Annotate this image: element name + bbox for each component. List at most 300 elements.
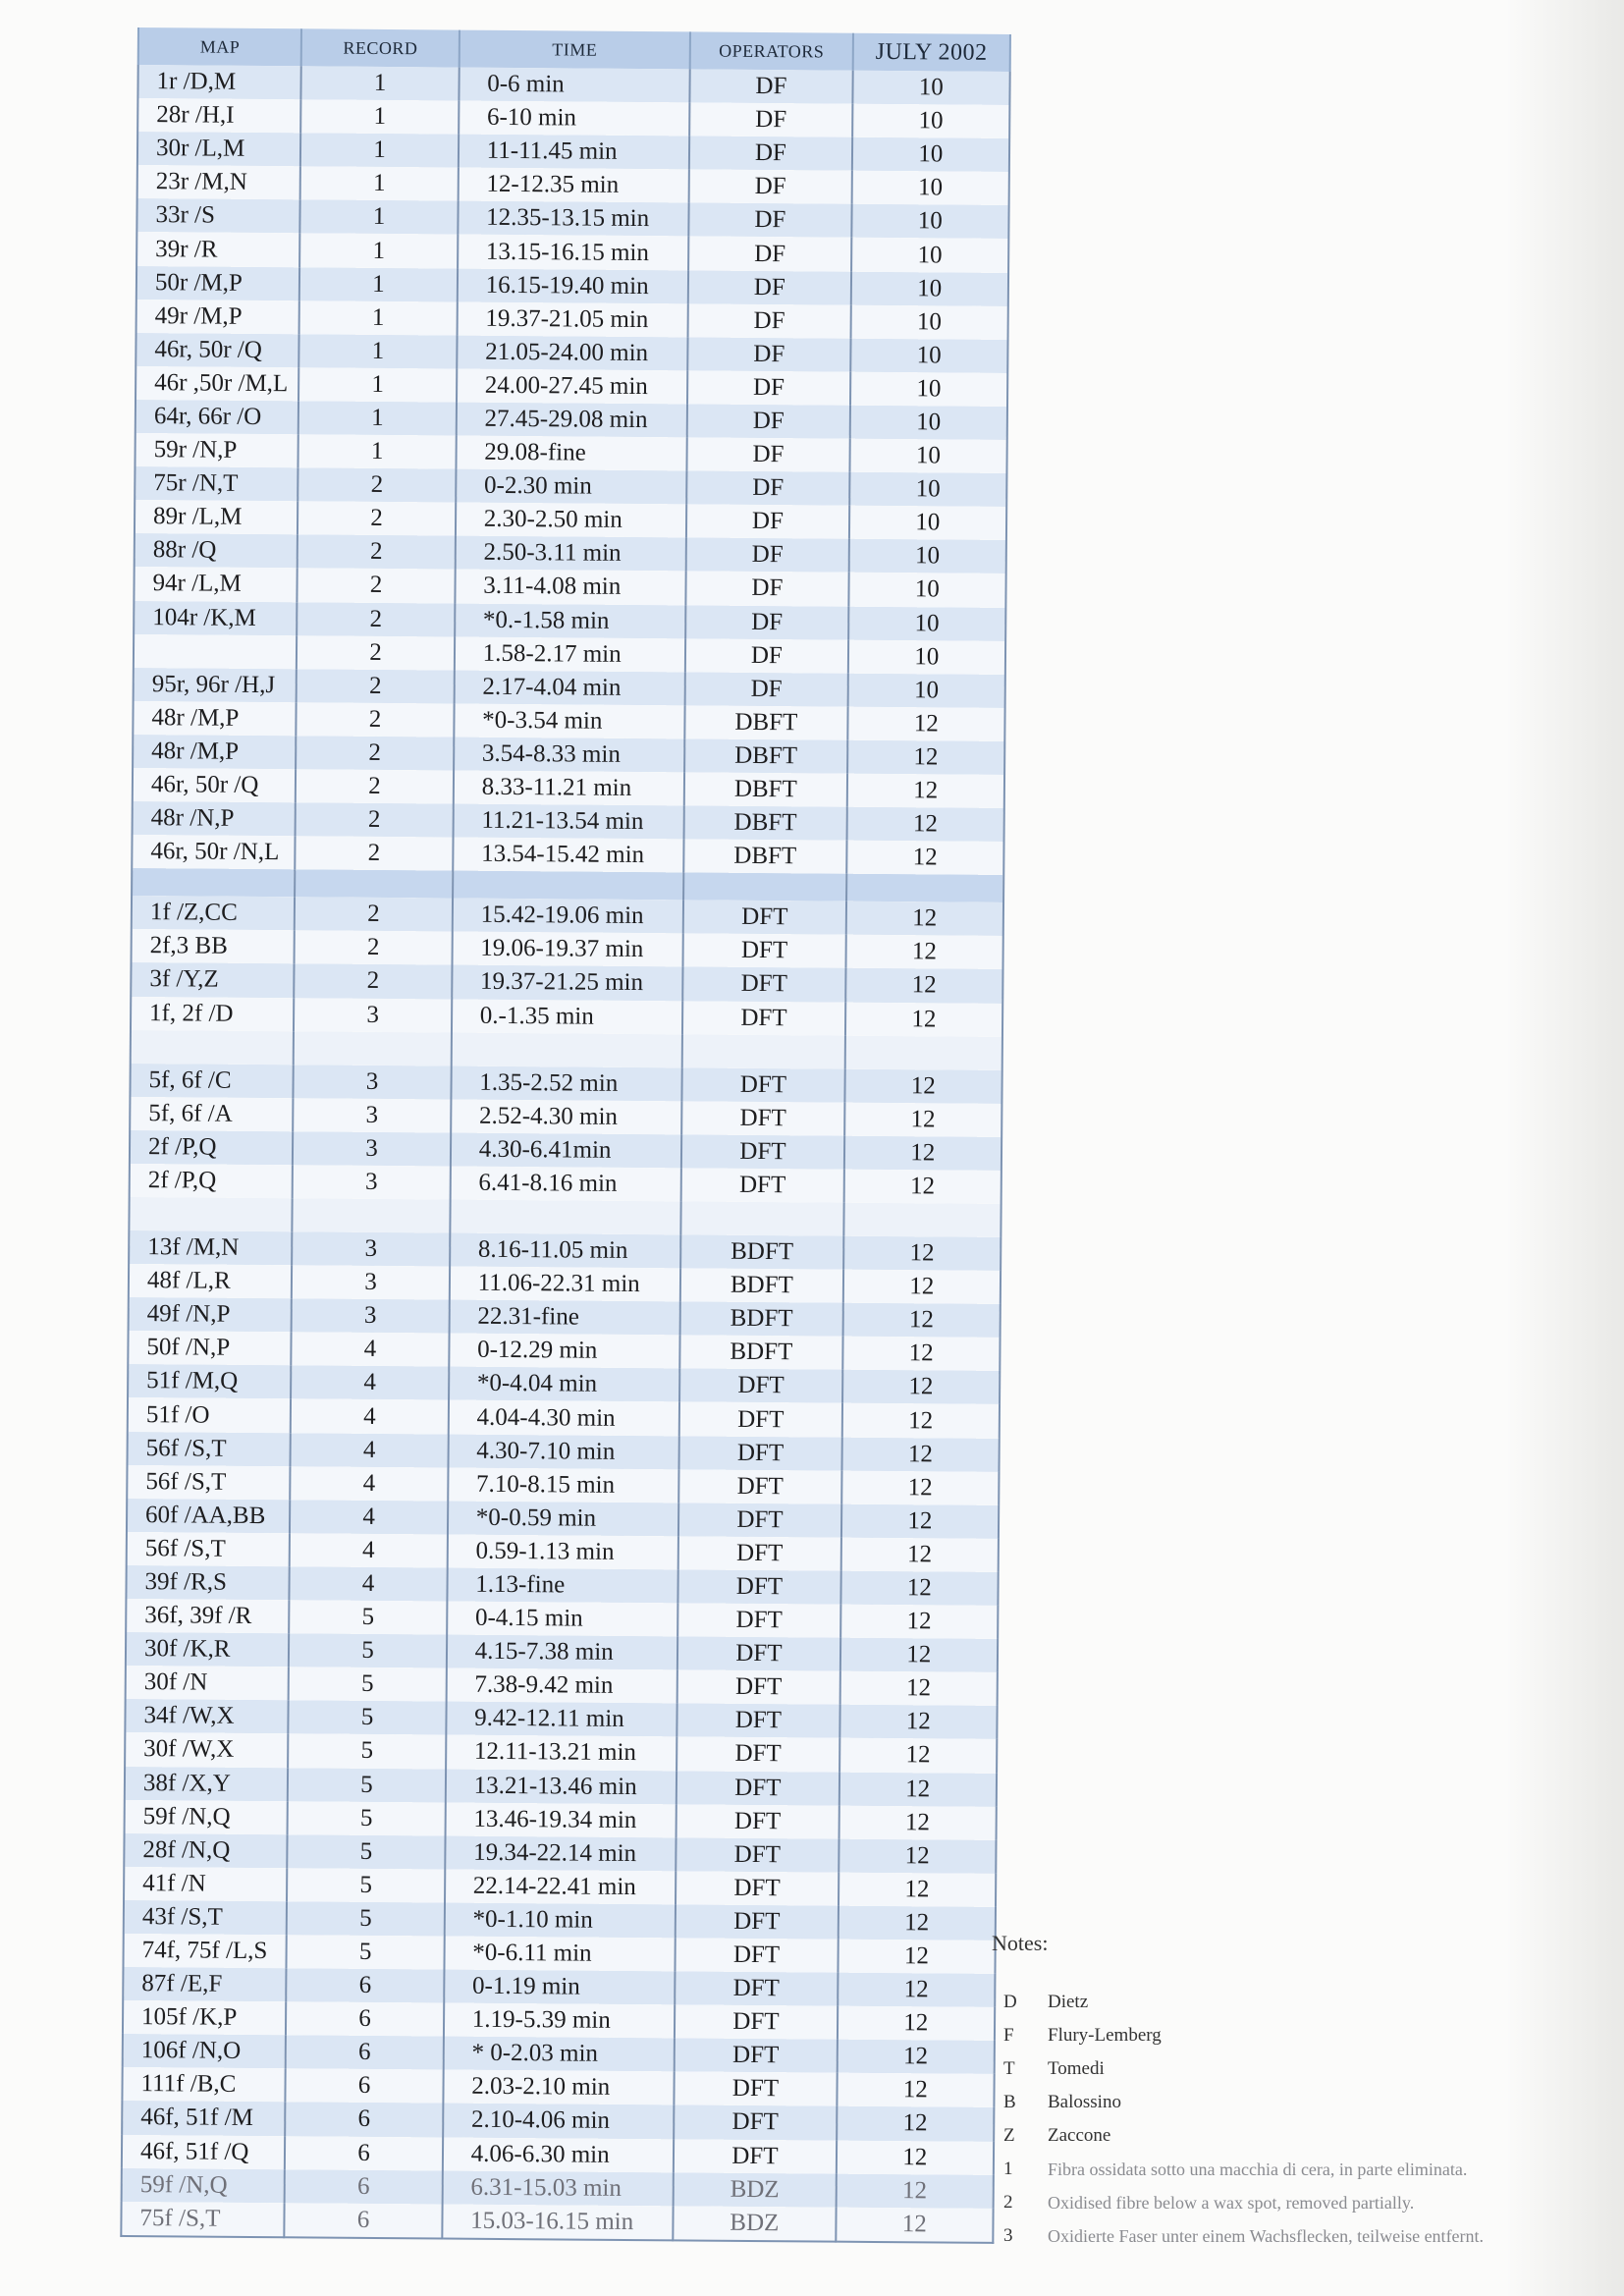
cell-record: 5: [287, 1901, 445, 1936]
cell-time: 12.11-13.21 min: [446, 1735, 677, 1771]
cell-time: 7.10-8.15 min: [448, 1467, 679, 1503]
cell-operators: DFT: [676, 1871, 839, 1905]
cell-time: 4.15-7.38 min: [447, 1635, 678, 1670]
cell-time: *0-6.11 min: [444, 1936, 676, 1971]
cell-july: 12: [836, 2207, 994, 2242]
cell-record: 4: [290, 1500, 448, 1534]
header-time: TIME: [459, 30, 690, 70]
cell-map: 28r /H,I: [137, 98, 301, 133]
cell-map: 2f /P,Q: [130, 1164, 294, 1198]
cell-time: 15.42-19.06 min: [452, 899, 683, 934]
cell-map: [134, 634, 298, 669]
table-row: [135, 366, 1007, 407]
cell-time: 0.59-1.13 min: [447, 1534, 678, 1569]
cell-july: 10: [849, 406, 1007, 440]
note-key: T: [1003, 2058, 1015, 2079]
cell-operators: DF: [687, 437, 850, 471]
cell-time: 2.30-2.50 min: [456, 503, 687, 538]
cell-operators: DFT: [681, 1101, 844, 1135]
cell-july: 10: [850, 304, 1008, 339]
cell-operators: DFT: [681, 1134, 844, 1169]
cell-operators: DFT: [679, 1436, 842, 1470]
cell-time: 8.16-11.05 min: [450, 1233, 681, 1269]
note-key: Z: [1003, 2125, 1015, 2146]
cell-july: 12: [846, 774, 1004, 808]
cell-operators: DFT: [674, 2139, 837, 2173]
cell-operators: DF: [686, 538, 849, 573]
cell-time: 0-6 min: [459, 68, 690, 103]
cell-record: 4: [291, 1433, 449, 1467]
cell-july: 12: [842, 1370, 1001, 1404]
cell-record: 1: [298, 367, 457, 402]
cell-operators: DFT: [682, 967, 845, 1002]
cell-time: 27.45-29.08 min: [456, 402, 687, 437]
cell-record: [295, 870, 453, 899]
cell-record: 5: [289, 1633, 447, 1667]
cell-time: 13.21-13.46 min: [446, 1769, 677, 1804]
cell-july: 12: [839, 1738, 998, 1773]
cell-operators: DFT: [677, 1837, 839, 1872]
cell-map: 34f /W,X: [125, 1699, 289, 1733]
cell-record: 2: [297, 669, 455, 703]
note-item: [992, 2219, 1542, 2253]
cell-operators: DFT: [676, 1904, 839, 1939]
note-value: Balossino: [1048, 2092, 1121, 2112]
cell-map: 2f /P,Q: [130, 1130, 294, 1165]
cell-map: 49r /M,P: [136, 300, 300, 334]
cell-time: * 0-2.03 min: [443, 2037, 675, 2072]
cell-record: 1: [298, 434, 457, 468]
cell-july: 12: [838, 1940, 996, 1974]
cell-operators: DF: [685, 605, 848, 639]
cell-record: 5: [288, 1734, 446, 1769]
cell-time: [453, 871, 684, 901]
cell-map: [129, 1197, 293, 1231]
cell-july: 10: [847, 673, 1005, 707]
cell-time: 8.33-11.21 min: [454, 771, 685, 806]
cell-record: 4: [290, 1566, 448, 1601]
cell-time: 3.11-4.08 min: [455, 570, 686, 605]
cell-operators: DBFT: [684, 772, 847, 806]
cell-july: 12: [846, 841, 1004, 875]
cell-time: 13.46-19.34 min: [445, 1802, 677, 1837]
cell-map: 50f /N,P: [128, 1331, 292, 1365]
cell-map: 51f /M,Q: [128, 1364, 292, 1398]
cell-july: 12: [845, 902, 1003, 936]
cell-operators: BDFT: [680, 1268, 843, 1302]
cell-july: 10: [850, 372, 1008, 407]
cell-july: 12: [839, 1805, 997, 1839]
notes-title: Notes:: [992, 1931, 1049, 1955]
cell-operators: [682, 1034, 845, 1068]
table-row: [134, 668, 1005, 708]
cell-operators: BDFT: [680, 1234, 843, 1269]
cell-time: 4.04-4.30 min: [448, 1400, 679, 1436]
cell-map: 39f /R,S: [126, 1565, 290, 1600]
cell-operators: DFT: [682, 1067, 845, 1102]
cell-july: 12: [839, 1838, 997, 1873]
cell-record: 5: [288, 1801, 446, 1835]
cell-time: 19.06-19.37 min: [452, 932, 683, 967]
cell-time: 11-11.45 min: [459, 135, 690, 170]
note-item: [992, 2119, 1542, 2153]
cell-time: 4.30-6.41min: [451, 1132, 682, 1168]
cell-time: 6.31-15.03 min: [442, 2170, 674, 2206]
cell-map: 95r, 96r /H,J: [134, 668, 298, 702]
cell-july: 12: [837, 2073, 995, 2107]
cell-july: 12: [841, 1470, 1000, 1504]
notes-list: [992, 1986, 1542, 2253]
cell-time: 24.00-27.45 min: [457, 368, 688, 404]
recording-table: [120, 27, 1011, 2244]
note-key: 3: [1003, 2225, 1013, 2246]
cell-record: 2: [298, 602, 456, 636]
cell-map: 94r /L,M: [134, 567, 298, 601]
cell-july: [846, 874, 1004, 902]
cell-record: 2: [297, 635, 455, 670]
cell-map: 1f, 2f /D: [131, 997, 295, 1031]
cell-operators: DFT: [678, 1503, 841, 1537]
cell-map: 46r, 50r /Q: [135, 333, 299, 367]
cell-operators: DBFT: [685, 705, 848, 739]
cell-record: 2: [296, 736, 454, 770]
cell-map: 56f /S,T: [127, 1465, 291, 1500]
cell-july: 10: [848, 606, 1006, 640]
cell-map: 59f /N,Q: [122, 2168, 286, 2203]
cell-time: 12-12.35 min: [458, 168, 689, 203]
cell-record: 2: [298, 467, 457, 502]
cell-july: 12: [844, 1068, 1002, 1103]
cell-record: 1: [301, 99, 460, 134]
cell-record: [294, 1031, 452, 1066]
cell-july: 10: [848, 539, 1006, 574]
cell-record: 4: [291, 1399, 449, 1434]
cell-july: 12: [841, 1403, 1000, 1438]
cell-july: 12: [843, 1136, 1001, 1171]
cell-time: 13.15-16.15 min: [458, 235, 689, 270]
note-value: Zaccone: [1048, 2125, 1111, 2146]
cell-map: 30f /W,X: [125, 1732, 289, 1767]
cell-record: 6: [286, 2069, 444, 2104]
cell-map: 48r /M,P: [133, 701, 297, 736]
notes-section: [992, 1931, 1542, 2253]
data-table: [120, 27, 1011, 2244]
cell-july: 10: [852, 71, 1010, 105]
cell-operators: DFT: [677, 1771, 839, 1805]
cell-time: *0-0.59 min: [448, 1501, 679, 1536]
cell-time: *0-1.10 min: [444, 1902, 676, 1938]
cell-time: 3.54-8.33 min: [454, 737, 685, 772]
cell-map: 3f /Y,Z: [131, 962, 295, 997]
cell-operators: DFT: [677, 1603, 840, 1637]
cell-time: [451, 1032, 682, 1067]
cell-time: 2.03-2.10 min: [443, 2070, 675, 2105]
note-item: [992, 2153, 1542, 2186]
cell-july: 10: [847, 639, 1005, 674]
cell-record: 1: [299, 234, 458, 268]
cell-operators: DFT: [678, 1536, 841, 1570]
cell-record: 6: [285, 2136, 443, 2170]
cell-july: 12: [844, 1102, 1002, 1136]
cell-july: [843, 1203, 1001, 1237]
cell-operators: DF: [686, 471, 849, 506]
cell-record: 1: [299, 334, 458, 368]
cell-july: 12: [836, 2173, 994, 2208]
cell-record: 3: [293, 1165, 451, 1199]
cell-july: 12: [845, 1002, 1003, 1036]
cell-time: 1.13-fine: [447, 1567, 678, 1603]
cell-record: 5: [288, 1768, 446, 1802]
cell-operators: DFT: [677, 1636, 840, 1670]
cell-operators: DFT: [676, 1938, 839, 1972]
note-item: [992, 2052, 1542, 2086]
cell-operators: DFT: [675, 2072, 838, 2106]
cell-record: 1: [299, 301, 458, 335]
cell-operators: [681, 1201, 844, 1235]
cell-july: 10: [849, 506, 1007, 540]
cell-map: 36f, 39f /R: [126, 1599, 290, 1633]
cell-operators: DFT: [683, 901, 846, 935]
cell-record: 2: [296, 769, 454, 803]
cell-map: 5f, 6f /A: [130, 1097, 294, 1131]
header-map: MAP: [138, 27, 302, 66]
cell-july: 12: [847, 740, 1005, 775]
cell-record: 3: [292, 1298, 450, 1333]
header-july-2002: JULY 2002: [852, 33, 1010, 72]
cell-july: 12: [839, 1872, 997, 1906]
cell-map: 48r /M,P: [133, 735, 297, 769]
cell-record: 5: [290, 1600, 448, 1634]
cell-july: 12: [838, 2006, 996, 2041]
cell-map: 89r /L,M: [135, 500, 298, 534]
cell-map: 104r /K,M: [134, 600, 298, 634]
cell-time: 21.05-24.00 min: [457, 335, 688, 370]
cell-time: *0.-1.58 min: [455, 603, 686, 638]
cell-july: 12: [846, 807, 1004, 842]
cell-map: 46f, 51f /M: [122, 2101, 286, 2135]
table-row: [127, 1499, 999, 1539]
cell-map: 75r /N,T: [135, 466, 298, 501]
note-value: Tomedi: [1048, 2058, 1105, 2079]
cell-operators: DF: [688, 337, 851, 371]
cell-operators: DFT: [675, 2039, 838, 2073]
cell-record: 4: [291, 1366, 449, 1400]
note-value: Fibra ossidata sotto una macchia di cera, in parte eliminata.: [1048, 2159, 1468, 2179]
cell-map: 56f /S,T: [127, 1532, 291, 1566]
cell-operators: DF: [687, 404, 850, 438]
cell-map: 39r /R: [136, 232, 300, 266]
cell-map: 28f /N,Q: [124, 1833, 288, 1868]
cell-record: 6: [285, 2169, 443, 2204]
cell-map: 30f /K,R: [126, 1632, 290, 1667]
cell-record: 1: [301, 66, 460, 100]
cell-operators: DF: [685, 638, 848, 673]
cell-time: 1.19-5.39 min: [444, 2003, 676, 2039]
cell-time: 2.52-4.30 min: [451, 1099, 682, 1134]
cell-operators: BDZ: [674, 2172, 837, 2207]
cell-map: 75f /S,T: [121, 2202, 285, 2237]
cell-time: [450, 1200, 681, 1235]
note-value: Flury-Lemberg: [1048, 2025, 1162, 2046]
cell-map: 48f /L,R: [129, 1264, 293, 1298]
cell-time: 29.08-fine: [456, 436, 687, 471]
cell-operators: BDFT: [680, 1302, 843, 1337]
cell-july: 10: [851, 137, 1009, 172]
cell-operators: DFT: [681, 1168, 844, 1202]
cell-time: 2.17-4.04 min: [454, 670, 685, 705]
cell-map: 48r /N,P: [133, 801, 297, 836]
cell-time: 1.58-2.17 min: [455, 636, 686, 672]
note-value: Oxidierte Faser unter einem Wachsflecken, teilweise entfernt.: [1048, 2226, 1485, 2246]
cell-operators: [683, 873, 846, 902]
cell-record: 6: [286, 2001, 444, 2036]
cell-july: 12: [839, 1671, 998, 1706]
table-row: [121, 2202, 993, 2243]
cell-map: 50r /M,P: [136, 266, 300, 301]
note-value: Dietz: [1048, 1992, 1089, 2012]
cell-time: 2.10-4.06 min: [443, 2104, 675, 2139]
cell-operators: DF: [689, 137, 852, 171]
cell-time: 0-2.30 min: [456, 469, 687, 505]
cell-operators: DBFT: [683, 840, 846, 874]
cell-operators: DFT: [679, 1369, 842, 1403]
cell-july: 10: [851, 171, 1009, 205]
cell-july: 12: [842, 1303, 1001, 1338]
cell-record: 2: [296, 836, 454, 870]
cell-operators: DFT: [677, 1804, 839, 1838]
cell-operators: DF: [689, 103, 852, 137]
note-item: [992, 1986, 1542, 2019]
cell-record: 3: [292, 1231, 450, 1266]
cell-operators: DF: [688, 270, 851, 304]
cell-record: 1: [298, 401, 457, 435]
cell-map: 51f /O: [128, 1397, 292, 1432]
cell-map: 1r /D,M: [137, 65, 301, 99]
cell-july: 12: [839, 1638, 998, 1672]
cell-time: *0-4.04 min: [449, 1367, 680, 1402]
cell-map: [131, 1030, 295, 1065]
cell-july: 12: [839, 1772, 997, 1806]
cell-operators: DFT: [677, 1704, 840, 1738]
note-key: F: [1003, 2025, 1014, 2046]
cell-map: 56f /S,T: [128, 1432, 292, 1466]
cell-map: 59f /N,Q: [125, 1800, 289, 1834]
cell-record: 3: [294, 998, 452, 1032]
cell-time: 6.41-8.16 min: [450, 1166, 681, 1201]
cell-operators: DBFT: [684, 738, 847, 773]
table-body: [121, 65, 1009, 2243]
cell-july: 12: [837, 2106, 995, 2141]
cell-time: 9.42-12.11 min: [446, 1702, 677, 1737]
cell-record: 3: [293, 1131, 451, 1166]
cell-operators: DF: [690, 69, 853, 103]
cell-map: 87f /E,F: [123, 1967, 287, 2001]
cell-time: 12.35-13.15 min: [458, 201, 689, 237]
cell-record: 3: [294, 1098, 452, 1132]
cell-time: 6-10 min: [459, 101, 690, 137]
cell-time: 0-12.29 min: [449, 1334, 680, 1369]
cell-july: 12: [840, 1538, 999, 1572]
cell-record: 2: [296, 802, 454, 837]
note-key: 1: [1003, 2159, 1013, 2179]
cell-july: 10: [851, 204, 1009, 239]
cell-operators: BDZ: [674, 2206, 837, 2241]
cell-map: 59r /N,P: [135, 433, 298, 467]
cell-operators: DF: [688, 237, 851, 271]
cell-july: 12: [837, 2040, 995, 2074]
cell-time: 22.31-fine: [449, 1300, 680, 1336]
cell-record: 5: [289, 1667, 447, 1701]
cell-map: 49f /N,P: [129, 1297, 293, 1332]
cell-operators: DFT: [675, 2005, 838, 2040]
header-record: RECORD: [301, 28, 460, 67]
cell-time: 19.37-21.25 min: [452, 965, 683, 1001]
cell-time: 1.35-2.52 min: [451, 1066, 682, 1101]
cell-time: 0-4.15 min: [447, 1602, 678, 1637]
table-row: [132, 835, 1003, 875]
note-key: 2: [1003, 2192, 1013, 2213]
cell-map: 1f /Z,CC: [132, 896, 296, 930]
cell-july: 10: [852, 104, 1010, 138]
cell-time: 2.50-3.11 min: [455, 536, 686, 572]
cell-record: 4: [292, 1333, 450, 1367]
cell-record: 5: [289, 1701, 447, 1735]
cell-july: 10: [849, 439, 1007, 473]
cell-time: 19.37-21.05 min: [457, 301, 688, 337]
cell-july: 12: [843, 1236, 1001, 1271]
cell-operators: DF: [689, 170, 852, 204]
cell-july: 12: [838, 1906, 996, 1941]
cell-july: 12: [845, 968, 1003, 1003]
cell-july: 12: [839, 1705, 998, 1739]
cell-operators: DFT: [682, 1001, 845, 1035]
cell-time: 11.21-13.54 min: [453, 804, 684, 840]
cell-operators: DF: [686, 572, 849, 606]
cell-record: 1: [300, 167, 459, 201]
cell-record: 2: [298, 569, 456, 603]
cell-time: 22.14-22.41 min: [445, 1869, 677, 1904]
note-item: [992, 2186, 1542, 2219]
cell-map: 33r /S: [136, 198, 300, 233]
cell-operators: DFT: [674, 2105, 837, 2140]
cell-map: 74f, 75f /L,S: [123, 1934, 287, 1968]
cell-record: 5: [287, 1935, 445, 1969]
cell-time: 0.-1.35 min: [452, 999, 683, 1034]
cell-map: 64r, 66r /O: [135, 400, 299, 434]
cell-operators: DF: [689, 203, 852, 238]
cell-record: 5: [287, 1868, 445, 1902]
note-value: Oxidised fibre below a wax spot, removed partially.: [1048, 2193, 1415, 2213]
cell-record: 2: [297, 702, 455, 737]
cell-time: 4.06-6.30 min: [443, 2137, 675, 2172]
cell-record: 2: [295, 964, 453, 999]
cell-record: 2: [298, 535, 456, 570]
cell-map: 46f, 51f /Q: [122, 2134, 286, 2168]
cell-july: 10: [850, 271, 1008, 305]
cell-july: 12: [847, 706, 1005, 740]
cell-record: 4: [290, 1533, 448, 1567]
cell-map: 2f,3 BB: [132, 929, 296, 963]
cell-record: 6: [287, 1968, 445, 2002]
cell-record: 1: [299, 267, 458, 301]
cell-operators: DF: [688, 303, 851, 338]
cell-operators: DFT: [683, 934, 846, 968]
cell-record: 1: [300, 200, 459, 235]
cell-map: [132, 868, 296, 897]
cell-operators: DFT: [675, 1971, 838, 2005]
note-item: [992, 2086, 1542, 2119]
cell-record: [293, 1198, 451, 1232]
